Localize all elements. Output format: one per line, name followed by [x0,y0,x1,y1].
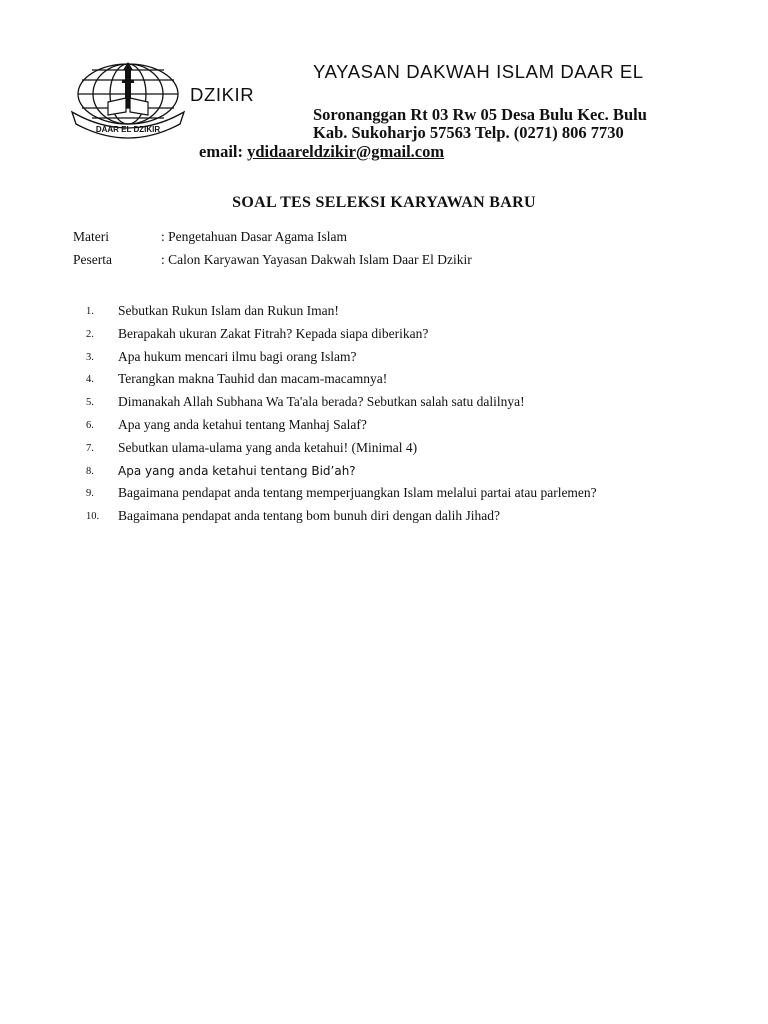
question-item [86,508,597,531]
question-number: 8. [86,465,94,477]
question-item [86,485,597,508]
question-text: Apa yang anda ketahui tentang Bid’ah? [118,463,356,478]
question-item [86,440,597,463]
email-label: email: [199,142,248,161]
address-line-1: Soronanggan Rt 03 Rw 05 Desa Bulu Kec. Bulu [313,105,647,124]
organization-address [313,106,647,142]
info-row-peserta [73,252,472,268]
question-number: 3. [86,351,94,363]
question-number: 9. [86,488,94,500]
email-line [199,142,444,162]
question-item [86,326,597,349]
question-item [86,394,597,417]
question-item [86,303,597,326]
info-label: Materi [73,229,109,244]
question-text: Dimanakah Allah Subhana Wa Ta'ala berada? Sebutkan salah satu dalilnya! [118,394,525,410]
question-number: 5. [86,397,94,409]
question-text: Terangkan makna Tauhid dan macam-macamnya! [118,371,388,387]
info-row-materi [73,229,347,245]
question-text: Apa hukum mencari ilmu bagi orang Islam? [118,348,357,364]
question-number: 7. [86,442,94,454]
question-number: 4. [86,374,94,386]
question-number: 10. [86,511,100,523]
question-number: 6. [86,419,94,431]
question-item [86,349,597,372]
logo-text: DAAR EL DZIKIR [95,125,161,134]
question-text: Bagaimana pendapat anda tentang memperjuangkan Islam melalui partai atau parlemen? [118,485,597,501]
question-text: Apa yang anda ketahui tentang Manhaj Salaf? [118,416,367,432]
info-value: : Calon Karyawan Yayasan Dakwah Islam Daar El Dzikir [161,252,472,267]
question-text: Bagaimana pendapat anda tentang bom bunuh diri dengan dalih Jihad? [118,508,501,524]
email-link[interactable]: ydidaareldzikir@gmail.com [247,142,445,161]
question-number: 2. [86,328,94,340]
question-item [86,371,597,394]
question-list [86,303,597,531]
info-label: Peserta [73,252,112,267]
question-text: Berapakah ukuran Zakat Fitrah? Kepada siapa diberikan? [118,325,429,341]
organization-name-continued: DZIKIR [190,84,255,105]
question-text: Sebutkan Rukun Islam dan Rukun Iman! [118,303,339,318]
question-item [86,417,597,440]
organization-name: YAYASAN DAKWAH ISLAM DAAR EL [313,61,644,82]
document-title: SOAL TES SELEKSI KARYAWAN BARU [232,194,536,211]
info-value: : Pengetahuan Dasar Agama Islam [161,229,347,244]
globe-mosque-emblem-icon [68,60,190,144]
question-item [86,463,597,486]
address-line-2: Kab. Sukoharjo 57563 Telp. (0271) 806 7730 [313,123,624,142]
question-number: 1. [86,306,94,317]
question-text: Sebutkan ulama-ulama yang anda ketahui! (Minimal 4) [118,439,418,455]
